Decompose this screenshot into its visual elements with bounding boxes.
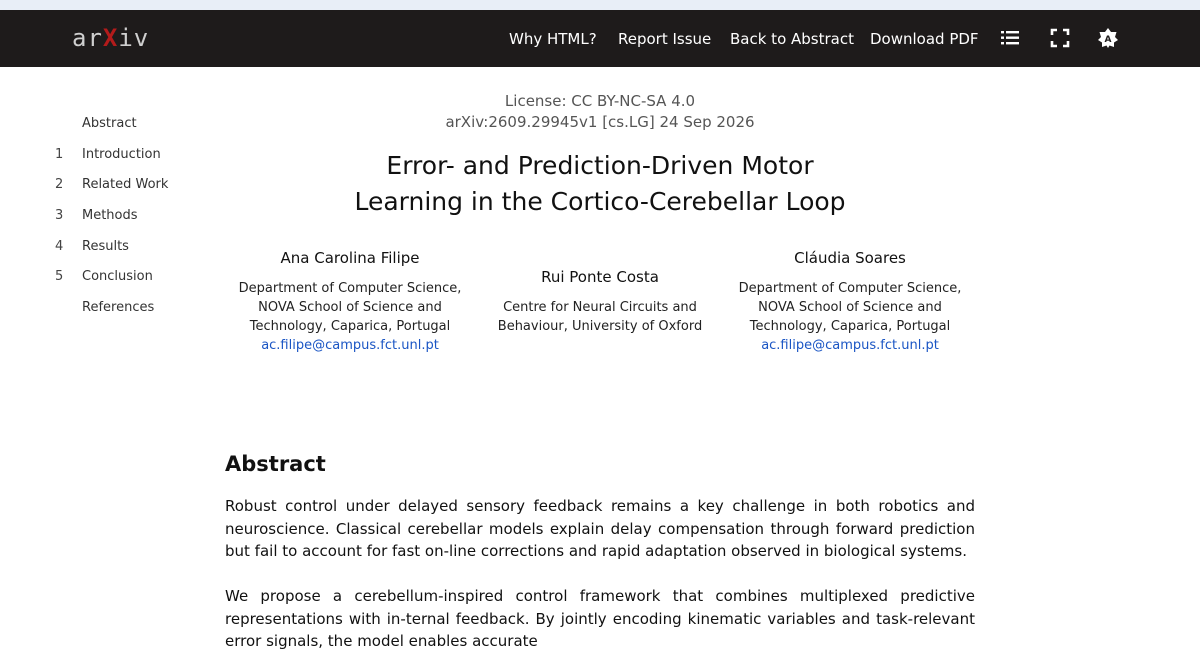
- abstract-paragraph-2: We propose a cerebellum-inspired control framework that combines multiplexed predictive representations with in-ternal feedback. By jointly encoding kinematic variables and task-relevant error signals, the model enables accurate: [225, 587, 975, 650]
- toc-label: Conclusion: [82, 269, 153, 284]
- toc-item-conclusion[interactable]: [55, 269, 153, 284]
- author-affiliation-line: Technology, Caparica, Portugal: [749, 319, 951, 334]
- download-pdf-link[interactable]: Download PDF: [870, 30, 979, 48]
- author-2: [470, 268, 730, 336]
- toc-item-abstract[interactable]: [55, 116, 137, 131]
- author-1: [220, 249, 480, 355]
- author-affiliation-line: NOVA School of Science and: [758, 300, 942, 315]
- toc-number: 3: [55, 208, 64, 223]
- toc-label: Related Work: [82, 177, 169, 192]
- author-name: Cláudia Soares: [794, 249, 906, 267]
- navbar: [0, 10, 1200, 67]
- browser-strip: [0, 0, 1200, 10]
- abstract-paragraph-1: Robust control under delayed sensory feedback remains a key challenge in both robotics and neuroscience. Classical cerebellar models explain delay compensation through forward prediction but fail to account for fast on-line corrections and rapid adaptation observed in biological systems.: [225, 497, 975, 560]
- svg-text:A: A: [1104, 35, 1112, 45]
- theme-icon[interactable]: [1097, 27, 1119, 49]
- toc-label: References: [82, 300, 155, 315]
- author-affiliation-line: NOVA School of Science and: [258, 300, 442, 315]
- author-affiliation-line: Department of Computer Science,: [238, 281, 462, 296]
- logo-text-pre: ar: [72, 24, 103, 52]
- toc-item-references[interactable]: [55, 300, 154, 315]
- title-line-2: Learning in the Cortico-Cerebellar Loop: [354, 187, 846, 216]
- author-3: [720, 249, 980, 355]
- toc-item-methods[interactable]: [55, 208, 138, 223]
- why-html-link[interactable]: Why HTML?: [509, 30, 597, 48]
- toc-number: 2: [55, 177, 64, 192]
- toc-number: 1: [55, 147, 64, 162]
- list-icon[interactable]: [999, 27, 1021, 49]
- back-to-abstract-link[interactable]: Back to Abstract: [730, 30, 854, 48]
- license-text: License: CC BY-NC-SA 4.0: [504, 92, 696, 110]
- author-affiliation-line: Technology, Caparica, Portugal: [249, 319, 451, 334]
- toc-label: Results: [82, 239, 129, 254]
- toc-number: 5: [55, 269, 64, 284]
- arxiv-logo[interactable]: [72, 24, 149, 52]
- report-issue-link[interactable]: Report Issue: [618, 30, 712, 48]
- paper-title: [300, 148, 900, 220]
- toc-label: Introduction: [82, 147, 161, 162]
- toc-item-related-work[interactable]: [55, 177, 168, 192]
- author-email-link[interactable]: ac.filipe@campus.fct.unl.pt: [261, 338, 439, 353]
- author-affiliation-line: Behaviour, University of Oxford: [497, 319, 703, 334]
- toc-label: Abstract: [82, 116, 137, 131]
- author-name: Ana Carolina Filipe: [280, 249, 420, 267]
- logo-text-post: iv: [118, 24, 150, 52]
- toc-number: 4: [55, 239, 64, 254]
- toc-item-introduction[interactable]: [55, 147, 161, 162]
- toc-label: Methods: [82, 208, 138, 223]
- author-email-link[interactable]: ac.filipe@campus.fct.unl.pt: [761, 338, 939, 353]
- abstract-heading: Abstract: [225, 452, 326, 476]
- fullscreen-icon[interactable]: [1049, 27, 1071, 49]
- title-line-1: Error- and Prediction-Driven Motor: [386, 151, 814, 180]
- author-affiliation-line: Department of Computer Science,: [738, 281, 962, 296]
- logo-text-x: X: [102, 24, 119, 52]
- author-name: Rui Ponte Costa: [541, 268, 659, 286]
- arxiv-id: arXiv:2609.29945v1 [cs.LG] 24 Sep 2026: [445, 113, 755, 131]
- author-affiliation-line: Centre for Neural Circuits and: [503, 300, 697, 315]
- toc-item-results[interactable]: [55, 239, 129, 254]
